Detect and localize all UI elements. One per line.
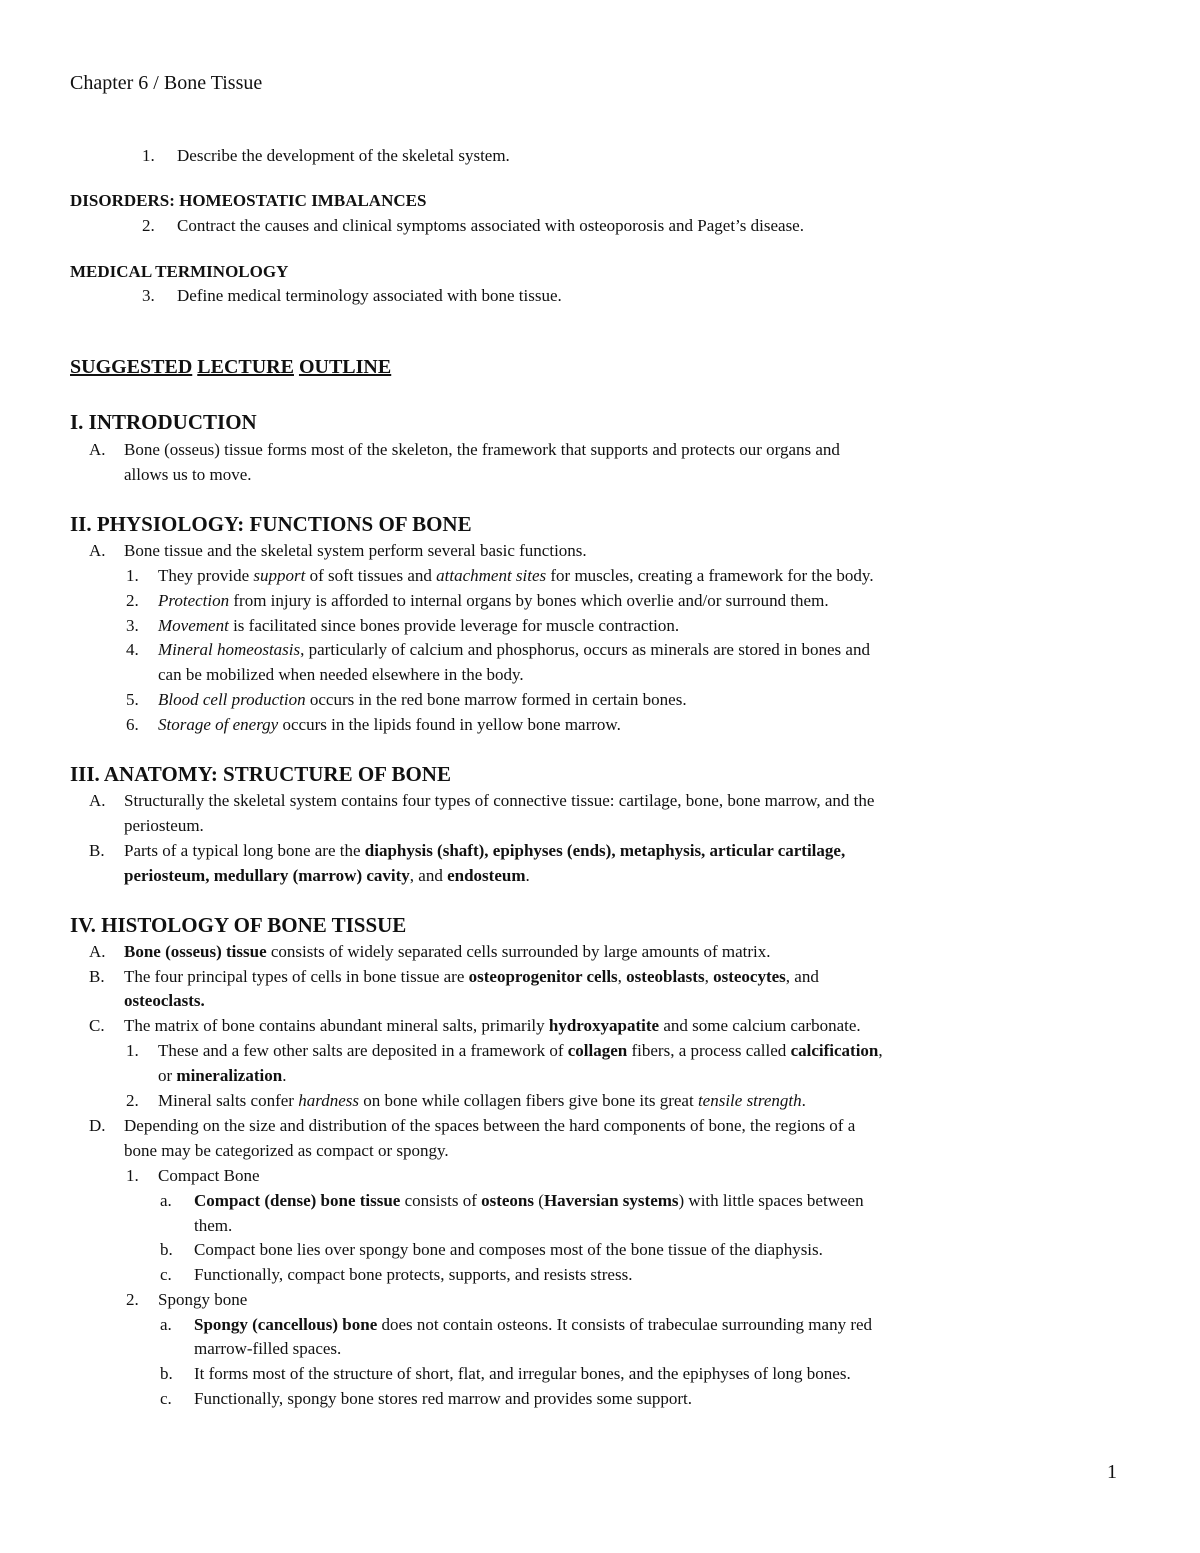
body-line: or mineralization. <box>158 1066 287 1085</box>
body-line: bone may be categorized as compact or spongy. <box>124 1141 449 1160</box>
body-line: osteoclasts. <box>124 991 205 1010</box>
item-label: 4. <box>126 640 139 659</box>
item-label: B. <box>89 967 105 986</box>
body-line: Compact (dense) bone tissue consists of osteons (Haversian systems) with little spaces between <box>194 1191 864 1210</box>
objective-text: Contract the causes and clinical symptoms associated with osteoporosis and Paget’s disease. <box>177 216 804 235</box>
body-line: Compact Bone <box>158 1166 260 1185</box>
item-label: C. <box>89 1016 105 1035</box>
body-line: can be mobilized when needed elsewhere in the body. <box>158 665 524 684</box>
body-line: Storage of energy occurs in the lipids found in yellow bone marrow. <box>158 715 621 734</box>
item-label: 2. <box>126 591 139 610</box>
body-line: Functionally, spongy bone stores red marrow and provides some support. <box>194 1389 692 1408</box>
objective-text: Describe the development of the skeletal system. <box>177 146 510 165</box>
body-line: Blood cell production occurs in the red bone marrow formed in certain bones. <box>158 690 687 709</box>
body-line: allows us to move. <box>124 465 252 484</box>
item-label: D. <box>89 1116 106 1135</box>
item-label: 2. <box>126 1290 139 1309</box>
body-line: them. <box>194 1216 233 1235</box>
section-heading-introduction: I. INTRODUCTION <box>70 410 257 434</box>
outline-title: SUGGESTED LECTURE OUTLINE <box>70 356 392 378</box>
section-heading-anatomy: III. ANATOMY: STRUCTURE OF BONE <box>70 762 451 786</box>
objective-number: 3. <box>142 286 155 305</box>
item-label: A. <box>89 541 106 560</box>
item-label: 5. <box>126 690 139 709</box>
body-line: periosteum. <box>124 816 204 835</box>
item-label: c. <box>160 1265 172 1284</box>
body-line: marrow-filled spaces. <box>194 1339 342 1358</box>
section-heading-physiology: II. PHYSIOLOGY: FUNCTIONS OF BONE <box>70 512 472 536</box>
objective-number: 2. <box>142 216 155 235</box>
body-line: They provide support of soft tissues and attachment sites for muscles, creating a framework for the body. <box>158 566 874 585</box>
running-header: Chapter 6 / Bone Tissue <box>70 72 263 94</box>
item-label: 6. <box>126 715 139 734</box>
body-line: It forms most of the structure of short, flat, and irregular bones, and the epiphyses of long bones. <box>194 1364 851 1383</box>
body-line: Structurally the skeletal system contains four types of connective tissue: cartilage, bone, bone marrow, and the <box>124 791 875 810</box>
item-label: 3. <box>126 616 139 635</box>
objective-heading: MEDICAL TERMINOLOGY <box>70 262 289 281</box>
body-line: Parts of a typical long bone are the diaphysis (shaft), epiphyses (ends), metaphysis, articular cartilage, <box>124 841 846 860</box>
body-line: Bone (osseus) tissue consists of widely separated cells surrounded by large amounts of matrix. <box>124 942 771 961</box>
body-line: Bone tissue and the skeletal system perform several basic functions. <box>124 541 587 560</box>
body-line: Depending on the size and distribution of the spaces between the hard components of bone, the regions of a <box>124 1116 856 1135</box>
body-line: Protection from injury is afforded to internal organs by bones which overlie and/or surround them. <box>158 591 829 610</box>
body-line: Spongy bone <box>158 1290 248 1309</box>
body-line: The matrix of bone contains abundant mineral salts, primarily hydroxyapatite and some calcium carbonate. <box>124 1016 861 1035</box>
body-line: Functionally, compact bone protects, supports, and resists stress. <box>194 1265 633 1284</box>
body-line: These and a few other salts are deposited in a framework of collagen fibers, a process called calcification, <box>158 1041 883 1060</box>
page-number: 1 <box>1107 1461 1117 1483</box>
objective-number: 1. <box>142 146 155 165</box>
objective-text: Define medical terminology associated with bone tissue. <box>177 286 562 305</box>
body-line: Compact bone lies over spongy bone and composes most of the bone tissue of the diaphysis. <box>194 1240 823 1259</box>
item-label: 2. <box>126 1091 139 1110</box>
section-heading-histology: IV. HISTOLOGY OF BONE TISSUE <box>70 913 407 937</box>
item-label: 1. <box>126 566 139 585</box>
item-label: a. <box>160 1315 172 1334</box>
item-label: 1. <box>126 1041 139 1060</box>
item-label: A. <box>89 440 106 459</box>
item-label: A. <box>89 942 106 961</box>
item-label: c. <box>160 1389 172 1408</box>
body-line: The four principal types of cells in bone tissue are osteoprogenitor cells, osteoblasts, osteocytes, and <box>124 967 819 986</box>
objective-heading: DISORDERS: HOMEOSTATIC IMBALANCES <box>70 191 427 210</box>
body-line: Spongy (cancellous) bone does not contain osteons. It consists of trabeculae surrounding many red <box>194 1315 873 1334</box>
item-label: b. <box>160 1364 173 1383</box>
body-line: Movement is facilitated since bones provide leverage for muscle contraction. <box>158 616 680 635</box>
body-line: Mineral homeostasis, particularly of calcium and phosphorus, occurs as minerals are stored in bones and <box>158 640 870 659</box>
item-label: A. <box>89 791 106 810</box>
item-label: 1. <box>126 1166 139 1185</box>
body-line: periosteum, medullary (marrow) cavity, and endosteum. <box>124 866 530 885</box>
item-label: a. <box>160 1191 172 1210</box>
body-line: Bone (osseus) tissue forms most of the skeleton, the framework that supports and protects our organs and <box>124 440 840 459</box>
item-label: b. <box>160 1240 173 1259</box>
body-line: Mineral salts confer hardness on bone while collagen fibers give bone its great tensile strength. <box>158 1091 806 1110</box>
item-label: B. <box>89 841 105 860</box>
